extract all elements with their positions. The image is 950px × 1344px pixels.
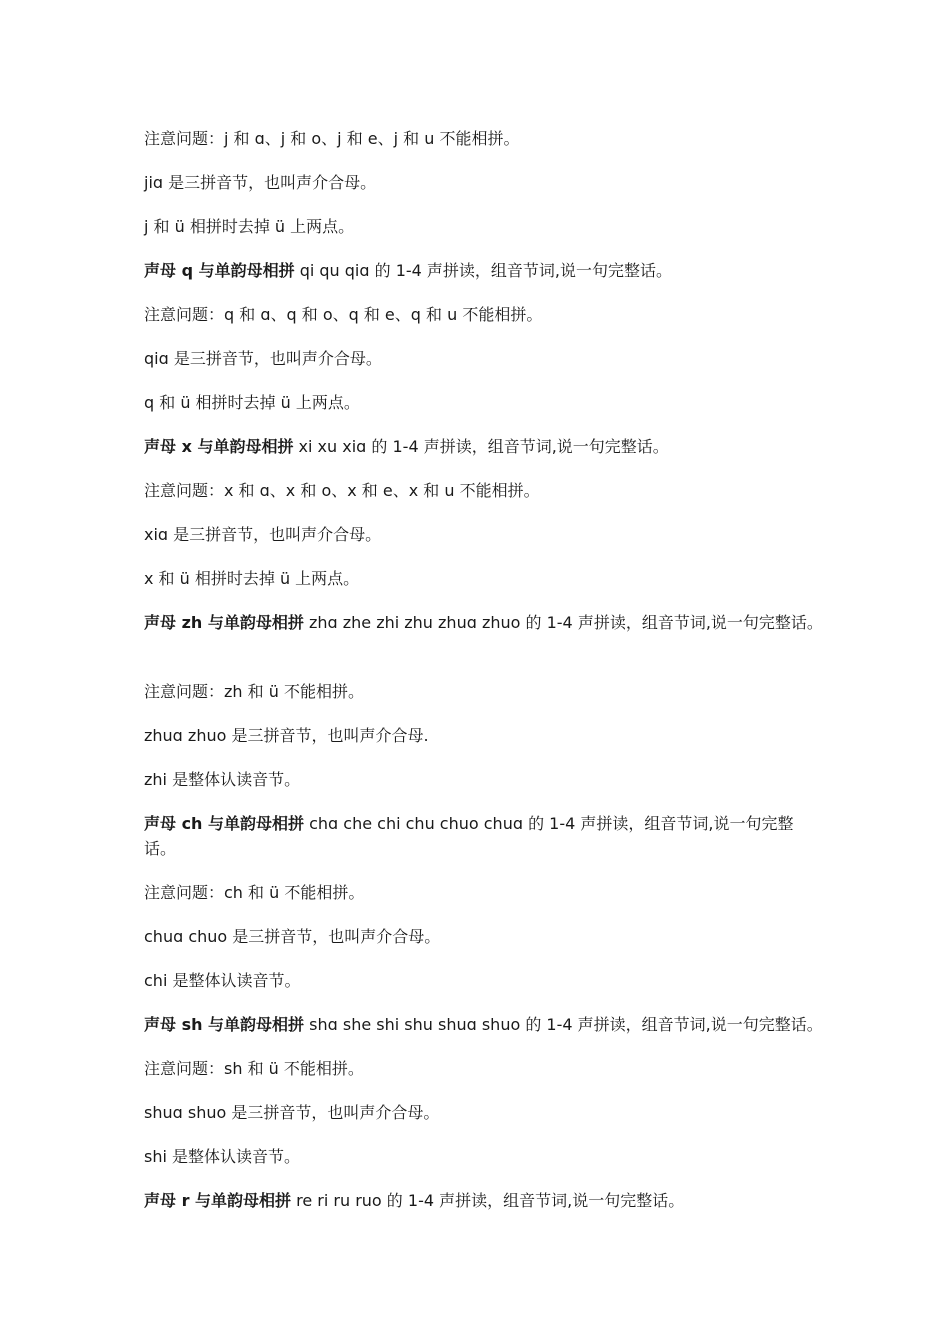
section-heading: 声母 x 与单韵母相拼 xyxy=(144,437,294,456)
paragraph-text: shi 是整体认读音节。 xyxy=(144,1147,301,1166)
paragraph xyxy=(144,566,824,591)
section-heading-paragraph xyxy=(144,434,824,459)
paragraph-text: q 和 ü 相拼时去掉 ü 上两点。 xyxy=(144,393,360,412)
section-heading-paragraph xyxy=(144,258,824,283)
paragraph-text: chuɑ chuo 是三拼音节，也叫声介合母。 xyxy=(144,927,441,946)
paragraph xyxy=(144,126,824,151)
paragraph xyxy=(144,679,824,704)
paragraph xyxy=(144,522,824,547)
paragraph xyxy=(144,1100,824,1125)
section-heading: 声母 r 与单韵母相拼 xyxy=(144,1191,292,1210)
section-heading: 声母 q 与单韵母相拼 xyxy=(144,261,295,280)
paragraph-text: zhɑ zhe zhi zhu zhuɑ zhuo 的 1-4 声拼读，组音节词,说一句完整话。 xyxy=(303,613,823,632)
section-heading-paragraph xyxy=(144,1188,824,1213)
paragraph xyxy=(144,170,824,195)
paragraph-text: 注意问题：zh 和 ü 不能相拼。 xyxy=(144,682,364,701)
paragraph-text: chɑ che chi chu chuo chuɑ 的 1-4 声拼读，组音节词,说一句完整话。 xyxy=(144,814,794,858)
paragraph xyxy=(144,478,824,503)
paragraph-text: re ri ru ruo 的 1-4 声拼读，组音节词,说一句完整话。 xyxy=(291,1191,685,1210)
paragraph-text: 注意问题：ch 和 ü 不能相拼。 xyxy=(144,883,365,902)
paragraph xyxy=(144,968,824,993)
paragraph-text: xi xu xiɑ 的 1-4 声拼读，组音节词,说一句完整话。 xyxy=(293,437,669,456)
paragraph-text: 注意问题：sh 和 ü 不能相拼。 xyxy=(144,1059,364,1078)
paragraph-text: shuɑ shuo 是三拼音节，也叫声介合母。 xyxy=(144,1103,440,1122)
paragraph xyxy=(144,767,824,792)
paragraph xyxy=(144,390,824,415)
paragraph-text: x 和 ü 相拼时去掉 ü 上两点。 xyxy=(144,569,360,588)
paragraph-text: qiɑ 是三拼音节，也叫声介合母。 xyxy=(144,349,382,368)
section-heading: 声母 zh 与单韵母相拼 xyxy=(144,613,304,632)
paragraph xyxy=(144,1144,824,1169)
paragraph xyxy=(144,302,824,327)
paragraph xyxy=(144,924,824,949)
paragraph xyxy=(144,346,824,371)
paragraph xyxy=(144,214,824,239)
paragraph-text: j 和 ü 相拼时去掉 ü 上两点。 xyxy=(144,217,355,236)
paragraph-text: zhuɑ zhuo 是三拼音节，也叫声介合母. xyxy=(144,726,429,745)
paragraph xyxy=(144,723,824,748)
paragraph xyxy=(144,880,824,905)
paragraph-text: 注意问题：q 和 ɑ、q 和 o、q 和 e、q 和 u 不能相拼。 xyxy=(144,305,543,324)
paragraph-text: shɑ she shi shu shuɑ shuo 的 1-4 声拼读，组音节词,说一句完整话。 xyxy=(304,1015,823,1034)
paragraph-text: 注意问题：j 和 ɑ、j 和 o、j 和 e、j 和 u 不能相拼。 xyxy=(144,129,520,148)
section-heading-paragraph xyxy=(144,610,824,635)
section-heading-paragraph xyxy=(144,1012,834,1037)
paragraph-text: jiɑ 是三拼音节，也叫声介合母。 xyxy=(144,173,377,192)
paragraph-text: qi qu qiɑ 的 1-4 声拼读，组音节词,说一句完整话。 xyxy=(294,261,673,280)
paragraph-text: 注意问题：x 和 ɑ、x 和 o、x 和 e、x 和 u 不能相拼。 xyxy=(144,481,540,500)
paragraph-text: xiɑ 是三拼音节，也叫声介合母。 xyxy=(144,525,382,544)
section-heading: 声母 ch 与单韵母相拼 xyxy=(144,814,305,833)
paragraph-text: chi 是整体认读音节。 xyxy=(144,971,301,990)
section-heading: 声母 sh 与单韵母相拼 xyxy=(144,1015,305,1034)
paragraph-text: zhi 是整体认读音节。 xyxy=(144,770,301,789)
paragraph xyxy=(144,1056,824,1081)
section-heading-paragraph xyxy=(144,811,824,861)
